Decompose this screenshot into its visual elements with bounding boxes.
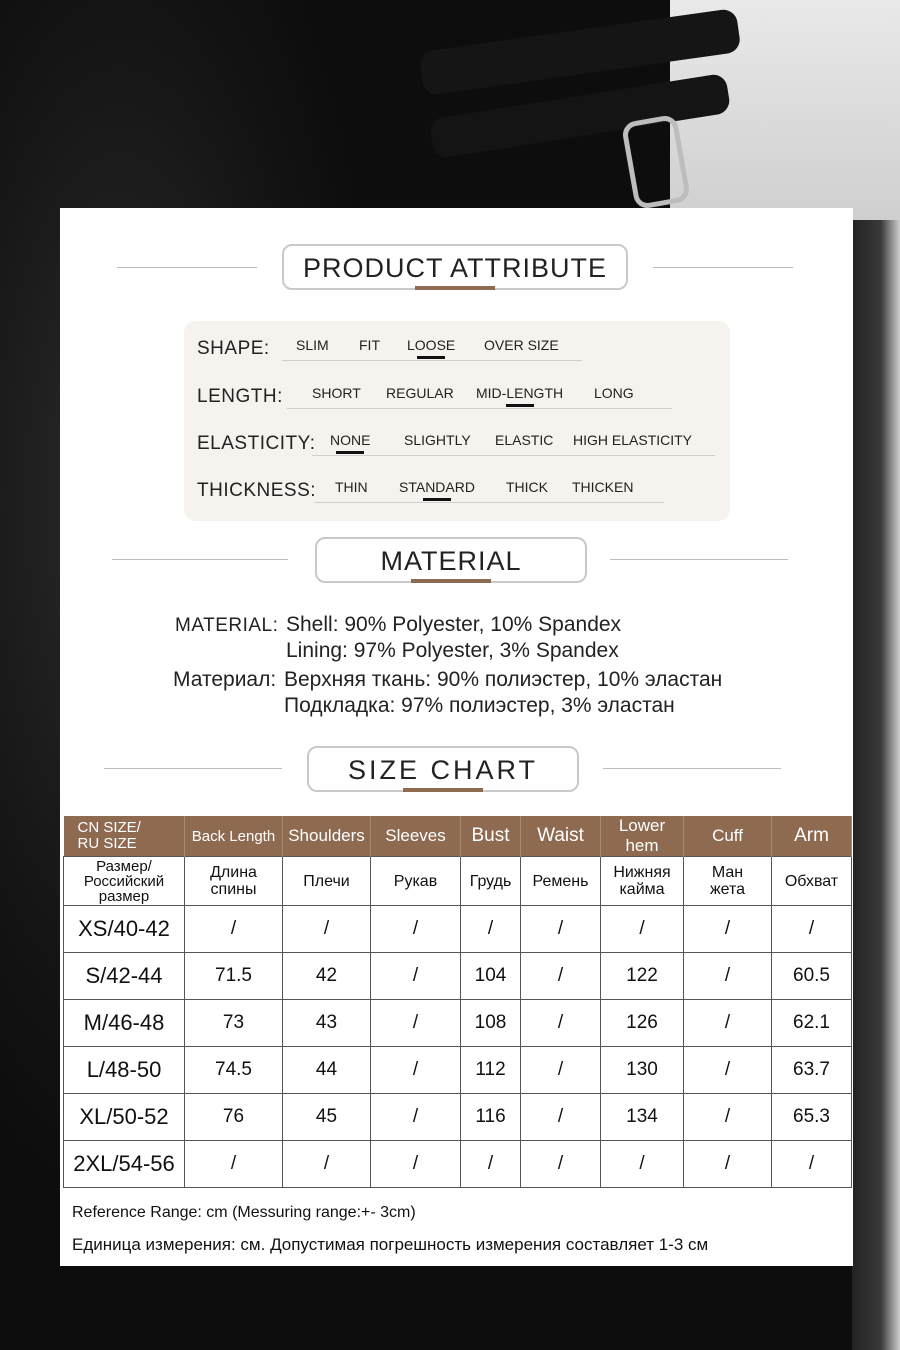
attr-option: SLIGHTLY [404, 432, 471, 448]
attr-option-selected: MID-LENGTH [476, 385, 564, 401]
measurement-cell: / [521, 1000, 601, 1047]
measurement-cell: / [684, 906, 772, 953]
table-row [64, 1000, 852, 1047]
measurement-cell: / [684, 1047, 772, 1094]
measurement-cell: / [601, 1141, 684, 1188]
measurement-cell: / [521, 1094, 601, 1141]
measurement-cell: 130 [601, 1047, 684, 1094]
measurement-cell: / [521, 1047, 601, 1094]
attr-option: LONG [594, 385, 634, 401]
measurement-cell: 134 [601, 1094, 684, 1141]
attr-label: ELASTICITY: [197, 433, 316, 454]
attr-label: THICKNESS: [197, 480, 317, 501]
header-ru-cell: Плечи [283, 857, 371, 906]
attr-option: SLIM [296, 337, 329, 353]
section-title-text: PRODUCT ATTRIBUTE [302, 253, 608, 283]
size-cell: S/42-44 [64, 953, 185, 1000]
material-title [315, 537, 587, 583]
product-attribute-title [282, 244, 628, 290]
measurement-cell: 116 [461, 1094, 521, 1141]
attr-underline [282, 360, 582, 361]
title-underline [403, 788, 483, 792]
measurement-cell: / [684, 1141, 772, 1188]
measurement-cell: / [521, 906, 601, 953]
measurement-cell: / [684, 953, 772, 1000]
measurement-cell: / [601, 906, 684, 953]
measurement-cell: / [684, 1094, 772, 1141]
divider [610, 559, 788, 560]
table-row [64, 906, 852, 953]
measurement-cell: / [371, 906, 461, 953]
header-ru-cell: Обхват [772, 857, 852, 906]
header-ru-cell: Нижняя кайма [601, 857, 684, 906]
measurement-cell: / [371, 1141, 461, 1188]
divider [112, 559, 288, 560]
attr-option: HIGH ELASTICITY [573, 432, 693, 448]
measurement-cell: / [283, 1141, 371, 1188]
attr-option-selected: LOOSE [407, 337, 456, 353]
attr-option: FIT [359, 337, 380, 353]
attr-underline [312, 455, 715, 456]
material-en-lining: Lining: 97% Polyester, 3% Spandex [286, 639, 619, 662]
section-title-text: MATERIAL [380, 546, 522, 576]
measurement-cell: 76 [185, 1094, 283, 1141]
attr-underline [287, 408, 672, 409]
measurement-cell: 65.3 [772, 1094, 852, 1141]
size-chart-table [63, 816, 852, 1188]
divider [653, 267, 793, 268]
title-underline [415, 286, 495, 290]
attribute-box [184, 321, 730, 521]
measurement-cell: 112 [461, 1047, 521, 1094]
reference-range-note: Reference Range: cm (Messuring range:+- 3cm) [72, 1204, 416, 1221]
table-row [64, 1047, 852, 1094]
divider [603, 768, 781, 769]
header-ru-cell: Рукав [371, 857, 461, 906]
attr-option-selected: STANDARD [399, 479, 475, 495]
material-ru-lining: Подкладка: 97% полиэстер, 3% эластан [284, 694, 675, 717]
header-cell: Shoulders [283, 816, 371, 857]
measurement-cell: 43 [283, 1000, 371, 1047]
header-cell: Back Length [185, 816, 283, 857]
header-ru-cell: Грудь [461, 857, 521, 906]
material-ru-shell: Верхняя ткань: 90% полиэстер, 10% эластан [284, 668, 723, 691]
measurement-cell: / [185, 906, 283, 953]
measurement-cell: 104 [461, 953, 521, 1000]
measurement-cell: 42 [283, 953, 371, 1000]
divider [104, 768, 282, 769]
table-row [64, 1094, 852, 1141]
reference-range-note-ru: Единица измерения: см. Допустимая погрешность измерения составляет 1-3 см [72, 1235, 709, 1254]
measurement-cell: / [684, 1000, 772, 1047]
header-ru-cell: Ман жета [684, 857, 772, 906]
measurement-cell: / [371, 953, 461, 1000]
measurement-cell: / [772, 1141, 852, 1188]
header-ru-cell: Размер/ Российский размер [64, 857, 185, 906]
measurement-cell: / [521, 953, 601, 1000]
measurement-cell: 62.1 [772, 1000, 852, 1047]
size-cell: XL/50-52 [64, 1094, 185, 1141]
attr-option-selected: NONE [330, 432, 371, 448]
material-en-label: MATERIAL: [175, 615, 279, 636]
header-ru-cell: Ремень [521, 857, 601, 906]
header-cell: Arm [772, 816, 852, 857]
measurement-cell: 74.5 [185, 1047, 283, 1094]
size-cell: 2XL/54-56 [64, 1141, 185, 1188]
attr-row-elasticity [184, 429, 730, 459]
attr-row-shape [184, 334, 730, 364]
measurement-cell: / [461, 906, 521, 953]
attr-row-length [184, 382, 730, 412]
header-cell: Lower hem [601, 816, 684, 857]
measurement-cell: 45 [283, 1094, 371, 1141]
measurement-cell: 108 [461, 1000, 521, 1047]
attr-option: THICK [506, 479, 548, 495]
header-cell: Sleeves [371, 816, 461, 857]
table-row [64, 953, 852, 1000]
measurement-cell: / [371, 1047, 461, 1094]
header-cell: Bust [461, 816, 521, 857]
measurement-cell: / [461, 1141, 521, 1188]
attr-label: LENGTH: [197, 386, 283, 407]
measurement-cell: 122 [601, 953, 684, 1000]
measurement-cell: 60.5 [772, 953, 852, 1000]
measurement-cell: 44 [283, 1047, 371, 1094]
size-cell: M/46-48 [64, 1000, 185, 1047]
table-row [64, 1141, 852, 1188]
measurement-cell: 71.5 [185, 953, 283, 1000]
attr-option: THIN [335, 479, 368, 495]
measurement-cell: / [772, 906, 852, 953]
measurement-cell: / [521, 1141, 601, 1188]
info-panel [60, 208, 853, 1266]
size-cell: XS/40-42 [64, 906, 185, 953]
material-en-shell: Shell: 90% Polyester, 10% Spandex [286, 613, 622, 636]
divider [117, 267, 257, 268]
measurement-cell: / [283, 906, 371, 953]
attr-row-thickness [184, 476, 730, 506]
header-ru-cell: Длина спины [185, 857, 283, 906]
measurement-cell: 126 [601, 1000, 684, 1047]
title-underline [411, 579, 491, 583]
material-ru-label: Материал: [173, 668, 277, 691]
table-header-ru-row [64, 857, 852, 906]
size-cell: L/48-50 [64, 1047, 185, 1094]
measurement-cell: / [185, 1141, 283, 1188]
measurement-cell: 73 [185, 1000, 283, 1047]
measurement-cell: / [371, 1000, 461, 1047]
measurement-cell: / [371, 1094, 461, 1141]
attr-underline [314, 502, 664, 503]
measurement-cell: 63.7 [772, 1047, 852, 1094]
attr-option: REGULAR [386, 385, 454, 401]
table-header-row [64, 816, 852, 857]
background-edge [852, 220, 900, 1350]
attr-label: SHAPE: [197, 338, 270, 359]
header-cell: CN SIZE/ RU SIZE [64, 816, 185, 857]
header-cell: Waist [521, 816, 601, 857]
attr-option: SHORT [312, 385, 361, 401]
attr-option: OVER SIZE [484, 337, 559, 353]
attr-option: THICKEN [572, 479, 634, 495]
attr-option: ELASTIC [495, 432, 554, 448]
header-cell: Cuff [684, 816, 772, 857]
size-chart-title [307, 746, 579, 792]
section-title-text: SIZE CHART [347, 755, 539, 785]
